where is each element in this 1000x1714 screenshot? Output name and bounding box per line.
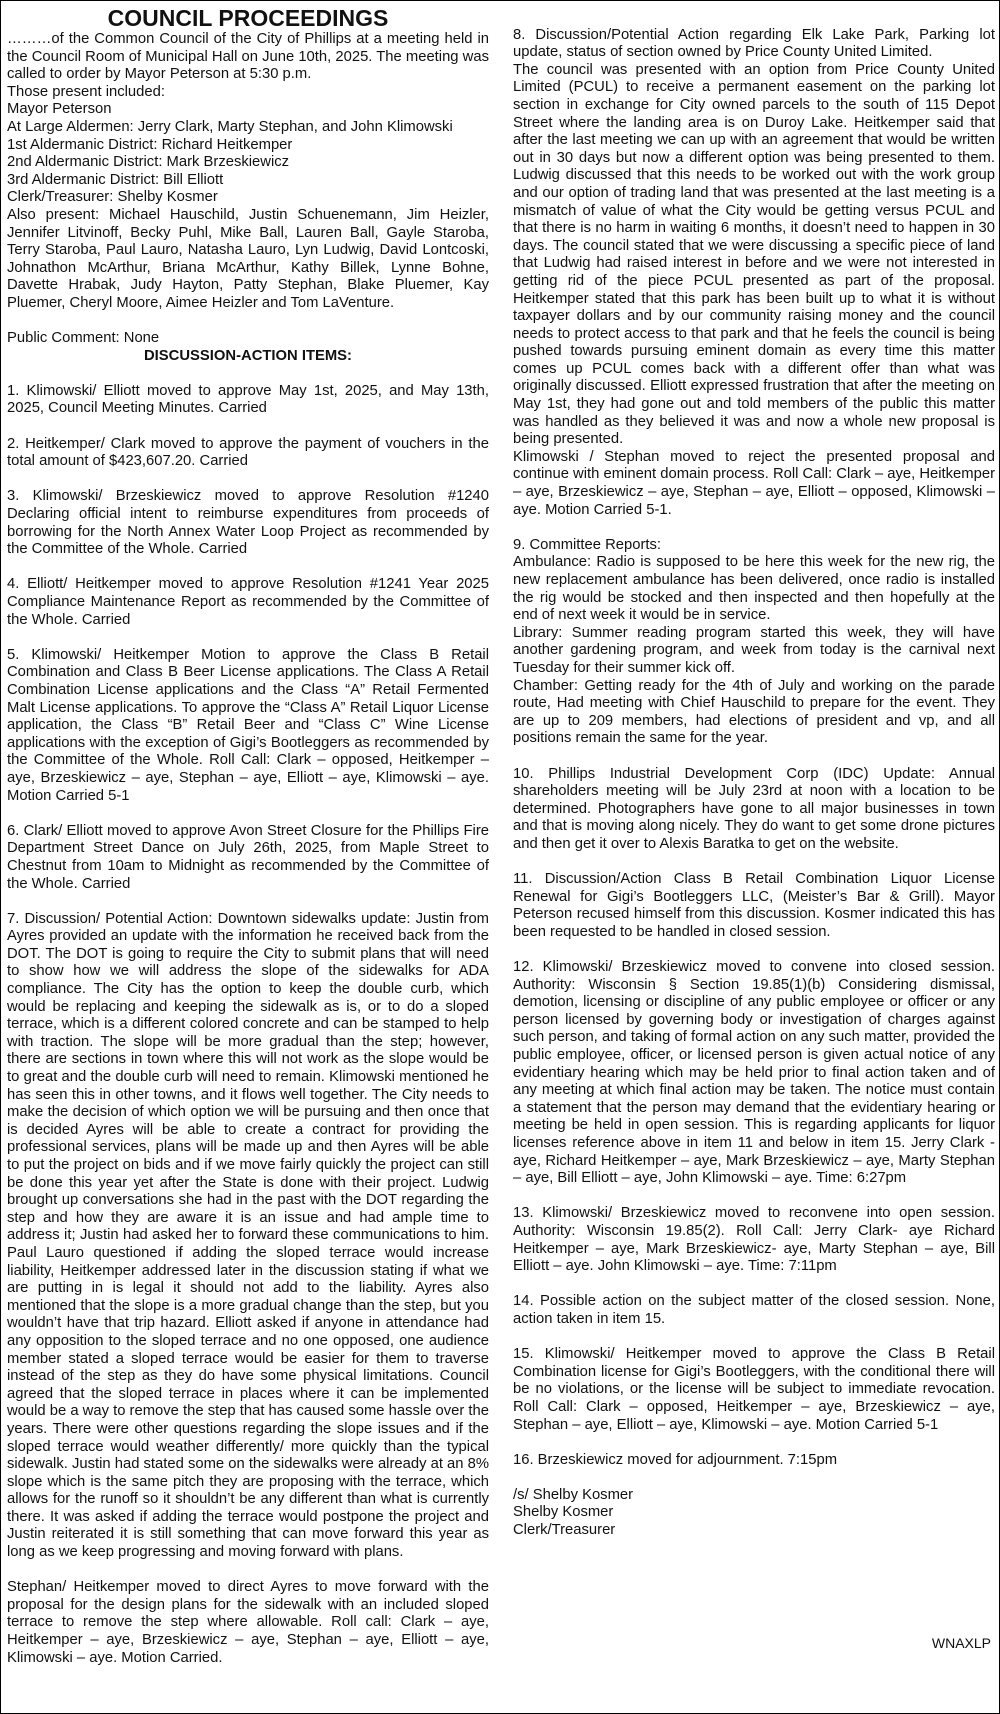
report-ambulance: Ambulance: Radio is supposed to be here this week for the new rig, the new replacement ambulance has been delivered, once radio is installed the rig would be stocked and then inspected and then hopefully at the end of next week it would be in service. — [513, 554, 995, 624]
signature-block — [513, 1487, 995, 1540]
agenda-item-16: 16. Brzeskiewicz moved for adjournment. 7:15pm — [513, 1451, 838, 1468]
right-column — [513, 1, 995, 1540]
agenda-item-11: 11. Discussion/Action Class B Retail Combination Liquor License Renewal for Gigi’s Bootleggers LLC, (Meister’s Bar & Grill). Mayor Peterson recused himself from this discussion. Kosmer indicated this has been requested to be handled in closed session. — [513, 871, 995, 940]
attendee-line: At Large Aldermen: Jerry Clark, Marty Stephan, and John Klimowski — [7, 118, 453, 135]
agenda-item-1: 1. Klimowski/ Elliott moved to approve May 1st, 2025, and May 13th, 2025, Council Meeting Minutes. Carried — [7, 382, 489, 417]
left-column — [7, 1, 489, 1667]
agenda-item-8: 8. Discussion/Potential Action regarding Elk Lake Park, Parking lot update, status of section owned by Price County United Limited. — [513, 26, 995, 61]
agenda-item-4: 4. Elliott/ Heitkemper moved to approve Resolution #1241 Year 2025 Compliance Maintenance Report as recommended by the Committee of the Whole. Carried — [7, 576, 489, 628]
section-heading: DISCUSSION-ACTION ITEMS: — [144, 347, 352, 364]
attendee-line: 2nd Aldermanic District: Mark Brzeskiewicz — [7, 154, 290, 171]
attendee-line: 3rd Aldermanic District: Bill Elliott — [7, 171, 224, 188]
agenda-item-8-detail: The council was presented with an option from Price County United Limited (PCUL) to receive a permanent easement on the parking lot section in exchange for City owned parcels to the south of 115 Depot Street where the landing area is on Duroy Lake. Heitkemper said that after the last meeting we can up with an agreement that would be written out in 30 days but now a different option was being presented to them. Ludwig discussed that this needs to be worked out with the work group and our option of trading land that was presented at the last meeting is a mismatch of value of what the City would be getting versus PCUL and that there is no harm in waiting 6 months, it doesn’t need to happen in 30 days. The council stated that we were discussing a specific piece of land that Ludwig had raised interest in before and we were not interested in getting rid of the piece PCUL presented as part of the proposal. Heitkemper stated that this park has been built up to what it is without taxpayer dollars and by our community raising money and the council needs to protect access to that park and that he feels the council is being pushed towards pursuing eminent domain as every time this matter comes up PCUL comes back with a different offer than what was originally discussed. Elliott expressed frustration that after the meeting on May 1st, they had gone out and told members of the public this matter was handled as they believed it was and now a whole new proposal is being presented. — [513, 61, 995, 448]
signer-role: Clerk/Treasurer — [513, 1522, 616, 1539]
agenda-item-7-motion: Stephan/ Heitkemper moved to direct Ayres to move forward with the proposal for the design plans for the sidewalk with an included sloped terrace to remove the step where allowable. Roll call: Clark – aye, Heitkemper – aye, Brzeskiewicz – aye, Stephan – aye, Elliott – aye, Klimowski – aye. Motion Carried. — [7, 1579, 489, 1666]
agenda-item-13: 13. Klimowski/ Brzeskiewicz moved to reconvene into open session. Authority: Wisconsin 19.85(2). Roll Call: Jerry Clark- aye Richard Heitkemper – aye, Mark Brzeskiewicz- aye, Marty Stephan – aye, Bill Elliott – aye. John Klimowski – aye. Time: 7:11pm — [513, 1205, 995, 1275]
intro-paragraph: ………of the Common Council of the City of Phillips at a meeting held in the Council Room of Municipal Hall on June 10th, 2025. The meeting was called to order by Mayor Peterson at 5:30 p.m. — [7, 31, 489, 83]
signer-name: Shelby Kosmer — [513, 1504, 614, 1521]
agenda-item-2: 2. Heitkemper/ Clark moved to approve the payment of vouchers in the total amount of $423,607.20. Carried — [7, 435, 489, 470]
attendee-line: 1st Aldermanic District: Richard Heitkemper — [7, 136, 293, 153]
agenda-item-10: 10. Phillips Industrial Development Corp (IDC) Update: Annual shareholders meeting will be July 23rd at noon with a location to be determined. Photographers have gone to all major businesses in town and that is moving along nicely. They do want to get some drone pictures and then get it over to Alexis Baratka to get on the website. — [513, 765, 995, 852]
publication-code: WNAXLP — [931, 1635, 991, 1652]
agenda-item-12: 12. Klimowski/ Brzeskiewicz moved to convene into closed session. Authority: Wisconsin § Section 19.85(1)(b) Considering dismissal, demotion, licensing or discipline of any public employee or officer or any person licensed by governing body or investigation of charges against such person, and taking of formal action on any such matter, provided the public employee, officer, or licensed person is given actual notice of any evidentiary hearing which may be held prior to final action taken and of any meeting at which final action may be taken. The notice must contain a statement that the person may demand that the evidentiary hearing or meeting be held in open session. This is regarding applicants for liquor licenses reference above in item 11 and below in item 15. Jerry Clark -aye, Richard Heitkemper – aye, Mark Brzeskiewicz – aye, Marty Stephan – aye, Bill Elliott – aye, John Klimowski – aye. Time: 6:27pm — [513, 959, 995, 1187]
attendee-line: Clerk/Treasurer: Shelby Kosmer — [7, 189, 218, 206]
agenda-item-14: 14. Possible action on the subject matter of the closed session. None, action taken in item 15. — [513, 1293, 995, 1327]
agenda-item-7: 7. Discussion/ Potential Action: Downtown sidewalks update: Justin from Ayres provided an update with the information he received back from the DOT. The DOT is going to require the City to submit plans that will need to show how we will address the slope of the sidewalks for ADA compliance. The City has the option to keep the double curb, which would be replacing and keeping the sidewalk as is, or to do a sloped terrace, which is a different colored concrete and can be stamped to help with traction. The slope will be more gradual than the step; however, there are sections in town where this will not work as the slope would be to great and the double curb will need to remain. Klimowski mentioned he has seen this in other towns, and it flows well together. The City needs to make the decision of which option we will be pursuing and then once that is decided Ayres will be able to create a contract for providing the professional services, plans will be made up and then Ayres will be able to put the project on bids and if we move fairly quickly the project can still be done this year yet after the State is done with their project. Ludwig brought up conversations she had in the past with the DOT regarding the step and how they are aware it is an issue and had ample time to address it; Justin had asked her to forward these communications to him. Paul Lauro questioned if adding the sloped terrace would increase liability, Heitkemper addressed later in the discussion stating if what we are putting in is legal it should not add to the liability. Ayres also mentioned that the slope is a more gradual change than the step, but you wouldn’t have that trip hazard. Elliott asked if anyone in attendance had any opposition to the sloped terrace and no one opposed, one audience member stated a sloped terrace would be easier for them to traverse instead of the step as they do have some physical limitations. Council agreed that the sloped terrace in places where it can be implemented would be a way to remove the step that has caused some hassle over the years. There were other questions regarding the slope issues and if the sloped terrace would weather differently/ more quickly than the typical sidewalk. Justin had stated some on the sidewalks were already at an 8% slope which is the same pitch they are proposing with the terrace, which allows for the runoff so it shouldn’t be any different than what is currently there. It was asked if adding the terrace would postpone the project and Justin reiterated it is still something that can move forward this year as long as we keep progressing and moving forward with plans. — [7, 910, 489, 1561]
signature-line: /s/ Shelby Kosmer — [513, 1486, 634, 1503]
also-present: Also present: Michael Hauschild, Justin Schuenemann, Jim Heizler, Jennifer Litvinoff, Becky Puhl, Mike Ball, Lauren Ball, Gayle Staroba, Terry Staroba, Paul Lauro, Natasha Lauro, Lyn Ludwig, David Lontcoski, Johnathon McArthur, Briana McArthur, Kathy Billek, Lynne Bohne, Davette Hrabak, Judy Hayton, Patty Stephan, Blake Pluemer, Kay Pluemer, Cheryl Moore, Aimee Heizler and Tom LaVenture. — [7, 206, 489, 311]
page-title: COUNCIL PROCEEDINGS — [107, 5, 389, 31]
agenda-item-6: 6. Clark/ Elliott moved to approve Avon Street Closure for the Phillips Fire Department Street Dance on July 26th, 2025, from Maple Street to Chestnut from 10am to Midnight as recommended by the Committee of the Whole. Carried — [7, 822, 489, 892]
report-chamber: Chamber: Getting ready for the 4th of July and working on the parade route, Had meeting with Chief Hauschild to prepare for the event. They are up to 209 members, had elections of president and vp, and all positions remain the same for the year. — [513, 677, 995, 747]
attendee-line: Mayor Peterson — [7, 101, 112, 118]
agenda-item-5: 5. Klimowski/ Heitkemper Motion to approve the Class B Retail Combination and Class B Beer License applications. The Class A Retail Combination License applications and the Class “A” Retail Fermented Malt License applications. To approve the “Class A” Retail Liquor License application, the Class “B” Retail Beer and “Class C” Wine License applications with the exception of Gigi’s Bootleggers as recommended by the Committee of the Whole. Roll Call: Clark – opposed, Heitkemper – aye, Brzeskiewicz – aye, Stephan – aye, Elliott – aye, Klimowski – aye. Motion Carried 5-1 — [7, 646, 489, 804]
agenda-item-9: 9. Committee Reports: — [513, 536, 662, 553]
agenda-item-8-motion: Klimowski / Stephan moved to reject the presented proposal and continue with eminent domain process. Roll Call: Clark – aye, Heitkemper – aye, Brzeskiewicz – aye, Stephan – aye, Elliott – opposed, Klimowski – aye. Motion Carried 5-1. — [513, 448, 995, 518]
attendee-list — [7, 101, 489, 207]
public-comment: Public Comment: None — [7, 330, 160, 347]
report-library: Library: Summer reading program started this week, they will have another gardening program, and week from today is the carnival next Tuesday for their summer kick off. — [513, 624, 995, 676]
agenda-item-3: 3. Klimowski/ Brzeskiewicz moved to approve Resolution #1240 Declaring official intent to reimburse expenditures from proceeds of borrowing for the North Annex Water Loop Project as recommended by the Committee of the Whole. Carried — [7, 488, 489, 558]
present-heading: Those present included: — [7, 83, 165, 100]
agenda-item-15: 15. Klimowski/ Heitkemper moved to approve the Class B Retail Combination license for Gigi’s Bootleggers, with the conditional there will be no violations, or the license will be subject to immediate revocation. Roll Call: Clark – opposed, Heitkemper – aye, Brzeskiewicz – aye, Stephan – aye, Elliott – aye, Klimowski – aye. Motion Carried 5-1 — [513, 1346, 995, 1433]
